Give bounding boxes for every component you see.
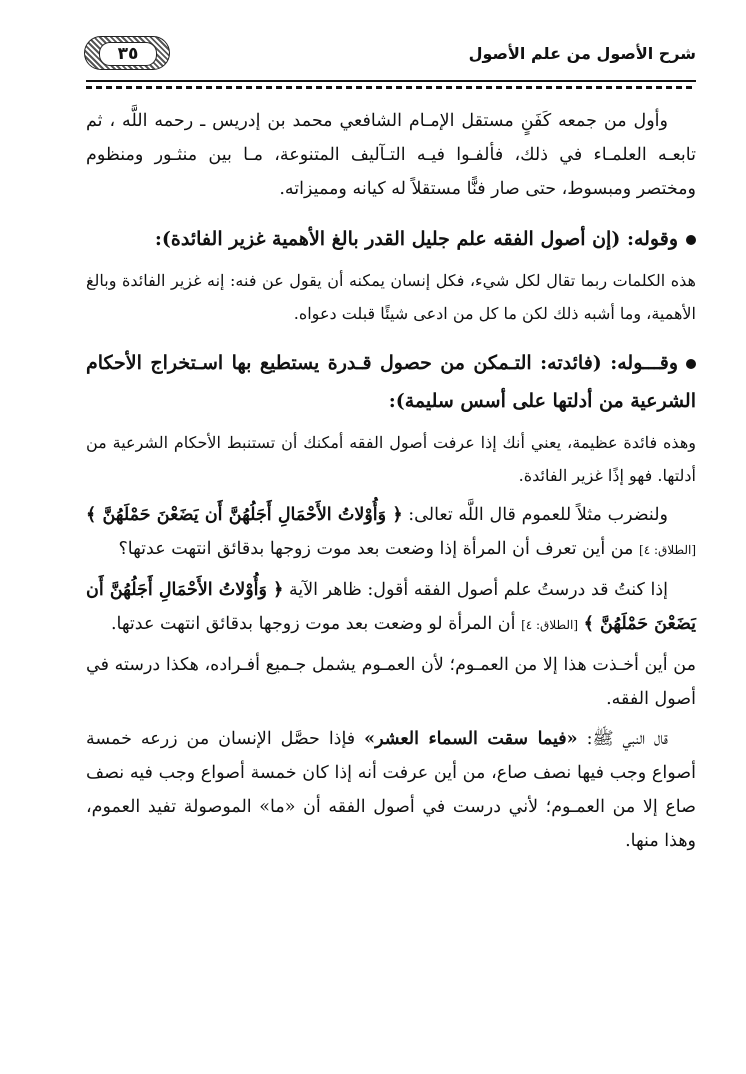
verse-reference: [الطلاق: ٤] bbox=[521, 618, 579, 632]
verse-reference: [الطلاق: ٤] bbox=[639, 543, 696, 557]
paragraph-6: من أين أخـذت هذا إلا من العمـوم؛ لأن العمـوم يشمل جـميع أفـراده، هكذا درسته في أصول الفقه. bbox=[86, 655, 696, 709]
page-header bbox=[84, 36, 696, 76]
paragraph-4-rest: من أين تعرف أن المرأة إذا وضعت بعد موت زوجها بدقائق انتهت عدتها؟ bbox=[118, 539, 634, 559]
hadith-quote: «فيما سقت السماء العشر» bbox=[364, 729, 578, 749]
header-divider bbox=[86, 80, 696, 92]
heading-1-text: وقوله: (إن أصول الفقه علم جليل القدر بالغ الأهمية غزير الفائدة): bbox=[154, 228, 678, 250]
paragraph-7 bbox=[86, 722, 696, 858]
quran-verse: ﴿ وَأُوْلاتُ الأَحْمَالِ أَجَلُهُنَّ أَن يَضَعْنَ حَمْلَهُنَّ ﴾ bbox=[86, 580, 696, 634]
paragraph-3: وهذه فائدة عظيمة، يعني أنك إذا عرفت أصول الفقه أمكنك أن تستنبط الأحكام الشرعية من أدلتها. فهو إذًا غزير الفائدة. bbox=[86, 433, 696, 485]
paragraph-5 bbox=[86, 573, 696, 642]
paragraph-4-intro: ولنضرب مثلاً للعموم قال اللَّه تعالى: bbox=[408, 505, 668, 525]
paragraph-1: وأول من جمعه كَفَنٍ مستقل الإمـام الشافعي محمد بن إدريس ـ رحمه اللَّه ، ثم تابعـه العلمـاء في ذلك، فألفـوا فيـه التـآليف المتنوعة، مـا بين منثـور ومنظوم ومختصر ومبسوط، حتى صار فنًّا مستقلاً له كيانه ومميزاته. bbox=[86, 111, 696, 199]
page-number-badge bbox=[84, 36, 170, 70]
quran-verse: ﴿ وَأُوْلاتُ الأَحْمَالِ أَجَلُهُنَّ أَن يَضَعْنَ حَمْلَهُنَّ ﴾ bbox=[86, 505, 403, 525]
heading-2 bbox=[86, 344, 696, 420]
running-title: شرح الأصول من علم الأصول bbox=[468, 44, 696, 63]
paragraph-4 bbox=[86, 498, 696, 567]
page-number: ٣٥ bbox=[99, 42, 157, 66]
bullet-icon bbox=[686, 359, 696, 369]
paragraph-7-intro: قال النبي ﷺ: bbox=[586, 729, 668, 749]
paragraph-2: هذه الكلمات ربما تقال لكل شيء، فكل إنسان يمكنه أن يقول عن فنه: إنه غزير الفائدة وبالغ الأهمية، وما أشبه ذلك لكن ما كل من ادعى شيئًا قبلت دعواه. bbox=[86, 271, 696, 323]
heading-1 bbox=[86, 220, 696, 258]
paragraph-5-intro: إذا كنتُ قد درستُ علم أصول الفقه أقول: ظاهر الآية bbox=[288, 580, 668, 600]
heading-2-text: وقـــوله: (فائدته: التـمكن من حصول قـدرة يستطيع بها اسـتخراج الأحكام الشرعية من أدلتها على أسس سليمة): bbox=[86, 352, 696, 412]
page-body bbox=[86, 104, 696, 864]
paragraph-5-rest: أن المرأة لو وضعت بعد موت زوجها بدقائق انتهت عدتها. bbox=[110, 614, 516, 634]
paragraph-7-rest: فإذا حصَّل الإنسان من زرعه خمسة أصواع وجب فيها نصف صاع، من أين عرفت أنه إذا كان خمسة أصواع وجب فيه نصف صاع إلا من العمـوم؛ لأني درست في أصول الفقه أن «ما» الموصولة تفيد العموم، وهذا منها. bbox=[86, 729, 696, 851]
bullet-icon bbox=[686, 235, 696, 245]
